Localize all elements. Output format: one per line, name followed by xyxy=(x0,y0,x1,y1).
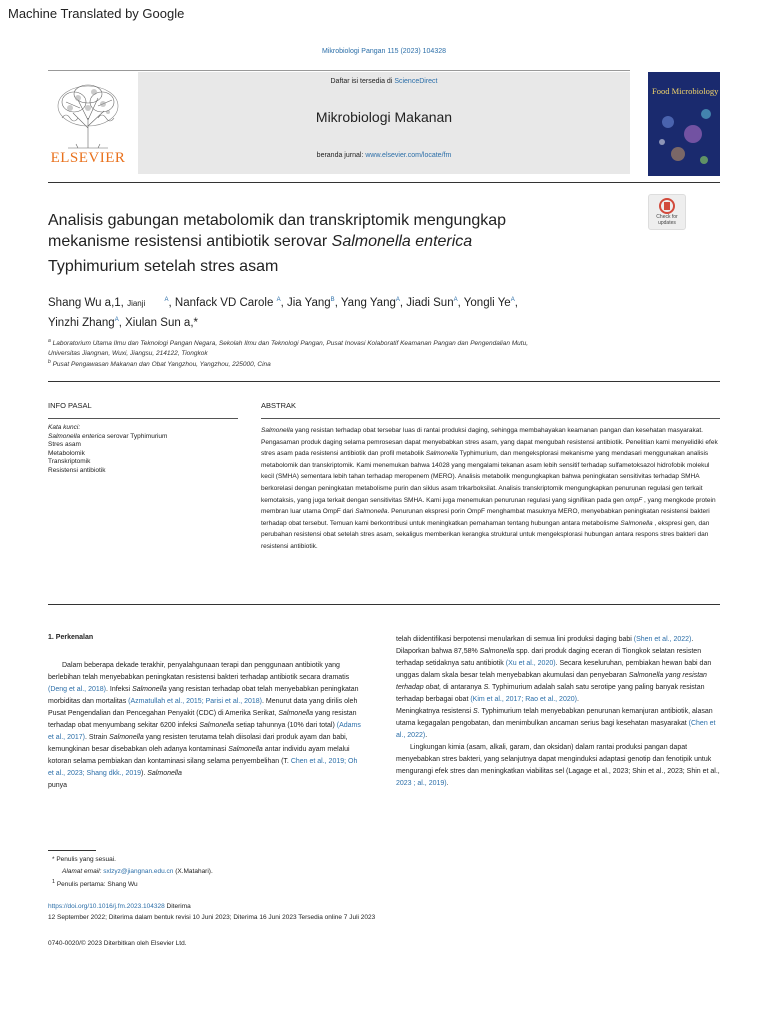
author-yinzhi-zhang[interactable]: Yinzhi Zhang xyxy=(48,316,115,329)
first-author-note xyxy=(52,877,452,891)
author-separator: , xyxy=(514,296,518,309)
keyword-1-rest: serovar Typhimurium xyxy=(105,432,168,440)
affiliation-a-mark: a xyxy=(48,338,51,344)
abstract-rule xyxy=(261,418,720,419)
check-updates-label: Check for updates xyxy=(656,214,678,226)
email-owner: (X.Matahari). xyxy=(173,867,213,875)
section-rule xyxy=(48,604,720,605)
title-line-2-text: mekanisme resistensi antibiotik serovar xyxy=(48,233,332,250)
abstract-seg: , ekspresi gen, dan perubahan resistensi obat setelah stres asam, sekaligus memberikan kerangka struktural untuk mengeksplorasi hubungan antara respons stres bakteri dan resistensi antibiotik. xyxy=(261,519,710,550)
citation-link[interactable]: (Shen et al., 2022) xyxy=(633,636,692,643)
sciencedirect-link[interactable]: ScienceDirect xyxy=(394,78,438,85)
affiliation-b xyxy=(48,358,688,370)
citation-link[interactable]: (Azmatullah et al., 2015; Parisi et al., 2018) xyxy=(128,698,263,705)
keyword-1-organism: Salmonella enterica xyxy=(48,432,106,440)
header-top-rule xyxy=(48,70,630,71)
citation-link[interactable]: Chen et al., 2019; Oh et al., 2023; Shang dkk., 2019 xyxy=(48,758,358,777)
received-label: Diterima xyxy=(164,903,191,910)
keyword-4: Transkriptomik xyxy=(48,458,91,466)
intro-right-column xyxy=(396,634,720,790)
abstract-seg: yang resistan terhadap obat tersebar luas di rantai produksi daging, sehingga membahayakan keamanan pangan dan kesehatan masyarakat. Pengasaman produk daging selama pemrosesan dapat menyebabkan stres asam, yang dapat mengubah resistensi antibiotik. Penelitian kami menyelidiki efek stres asam pada resistensi antibiotik dan profil metabolik xyxy=(261,427,718,458)
journal-cover-image xyxy=(648,72,720,176)
author-wu[interactable]: Shang Wu a,1, xyxy=(48,296,124,309)
author-carole[interactable]: , Nanfack VD Carole xyxy=(168,296,274,309)
organism-term: Salmonella xyxy=(479,648,515,655)
affiliation-a-continued: Universitas Jiangnan, Wuxi, Jiangsu, 214122, Tiongkok xyxy=(48,349,208,357)
title-line-1: Analisis gabungan metabolomik dan transkriptomik mengungkap xyxy=(48,212,507,229)
affiliation-mark[interactable]: A xyxy=(114,316,119,323)
text-seg: spp. dari produk daging eceran di Tiongkok selatan resisten terhadap setidaknya satu antibiotik xyxy=(396,648,702,667)
organism-term: S. xyxy=(483,684,491,691)
footnote-rule xyxy=(48,850,96,851)
affiliation-mark[interactable]: A xyxy=(453,297,458,303)
machine-translated-banner: Machine Translated by Google xyxy=(8,6,185,21)
article-dates: 12 September 2022; Diterima dalam bentuk revisi 10 Juni 2023; Diterima 16 Juni 2023 Tersedia online 7 Juli 2023 xyxy=(48,913,376,921)
available-prefix: Daftar isi tersedia di xyxy=(330,78,393,85)
journal-homepage xyxy=(138,152,630,159)
text-seg: setiap tahunnya (10% dari total) xyxy=(234,722,337,729)
elsevier-wordmark: ELSEVIER xyxy=(50,150,126,166)
homepage-prefix: beranda jurnal: xyxy=(316,152,364,159)
author-jia-yang[interactable]: , Jia Yang xyxy=(280,296,331,309)
affiliation-a xyxy=(48,337,688,349)
issn-copyright: 0740-0020/© 2023 Diterbitkan oleh Elsevier Ltd. xyxy=(48,940,187,947)
text-seg: yang resistan terhadap obat menyumbang sekitar 6200 infeksi xyxy=(48,710,357,729)
text-seg: . xyxy=(425,732,428,739)
affiliation-mark[interactable]: A xyxy=(164,297,169,303)
affiliation-mark[interactable]: B xyxy=(330,297,335,303)
text-seg: . xyxy=(576,696,579,703)
organism-term: Salmonella xyxy=(278,710,313,717)
keyword-3: Metabolomik xyxy=(48,449,85,457)
keywords-label: Kata kunci: xyxy=(48,424,81,431)
header-bottom-rule xyxy=(48,182,720,183)
abstract-heading: ABSTRAK xyxy=(261,401,297,410)
abstract-text xyxy=(261,425,720,553)
organism-term: Salmonella yang resistan terhadap obat, xyxy=(396,672,707,691)
citation-link[interactable]: (Adams et al., 2017) xyxy=(48,722,361,741)
article-info-heading: INFO PASAL xyxy=(48,401,92,410)
journal-name: Mikrobiologi Makanan xyxy=(315,109,453,125)
author-xiulan-sun[interactable]: , Xiulan Sun a,* xyxy=(118,316,198,329)
intro-left-column xyxy=(48,660,364,792)
organism-term: Salmonella xyxy=(132,686,167,693)
homepage-link[interactable]: www.elsevier.com/locate/fm xyxy=(365,152,452,159)
article-title xyxy=(48,210,628,252)
abstract-term: ompF xyxy=(625,496,643,504)
author-list xyxy=(48,292,688,332)
title-line-2 xyxy=(48,231,628,252)
title-organism: Salmonella enterica xyxy=(331,233,473,250)
first-author-mark: 1 xyxy=(52,879,56,885)
intro-paragraph xyxy=(396,634,720,706)
text-seg: Meningkatnya resistensi xyxy=(396,708,474,715)
affiliation-mark[interactable]: A xyxy=(395,297,400,303)
abstract-term: Salmonella xyxy=(425,450,458,458)
first-author-text: Penulis pertama: Shang Wu xyxy=(56,881,138,889)
check-updates-icon xyxy=(649,196,685,216)
text-seg: punya xyxy=(48,782,68,789)
citation-link[interactable]: (Chen et al., 2022) xyxy=(396,720,716,739)
text-seg: Lingkungan kimia (asam, alkali, garam, dan oksidan) dalam rantai produksi pangan dapat menyebabkan stres bakteri, yang selanjutnya dapat menginduksi adaptasi genotip dan fenotipik untuk mengurangi efek stres dan meningkatkan viabilitas sel (Lagage et al., 2023; Shin et al., 2023; Shin et al., xyxy=(396,744,720,775)
check-for-updates-badge[interactable] xyxy=(648,194,686,230)
keywords xyxy=(48,424,238,476)
title-line-3: Typhimurium setelah stres asam xyxy=(48,258,279,275)
keyword-5: Resistensi antibiotik xyxy=(48,466,106,474)
abstract-seg: Typhimurium, dan mengeksplorasi mekanisme yang mendasari menggunakan analisis metabolomik dan transkriptomik. Kami menemukan bahwa 14028 yang mengalami tekanan asam lebih sensitif terhadap sulfametoksazol hidrofobik molekul kecil (SMHA) sementara lebih tahan terhadap meropenem (MERO). Analisis metabolik mengungkapkan bahwa peningkatan sensitivitas terhadap SMHA berkorelasi dengan peningkatan metabolisme purin dan siklus asam trikarboksilat. Analisis transkriptomik mengungkapkan penurunan regulasi gen terkait kemotaksis, yang juga terkait dengan sensitivitas SMHA. Kami juga menemukan penurunan regulasi yang signifikan pada gen xyxy=(261,450,710,504)
text-seg: . Secara keseluruhan, pembiakan hewan babi dan unggas dalam skala besar telah menyebabkan akumulasi dan penyebaran xyxy=(396,660,712,679)
abstract-term: Salmonella xyxy=(355,508,388,516)
intro-paragraph xyxy=(396,742,720,790)
email-link[interactable]: sxlzyz@jiangnan.edu.cn xyxy=(103,867,174,875)
keyword-2: Stres asam xyxy=(48,441,81,449)
email-label: Alamat email: xyxy=(62,867,102,875)
organism-term: Salmonella xyxy=(228,746,263,753)
intro-paragraph xyxy=(396,706,720,742)
affiliation-mark[interactable]: A xyxy=(510,297,515,303)
contents-available xyxy=(138,78,630,85)
text-seg: Typhimurium telah menyebabkan penurunan kemanjuran antibiotik, alasan utama kegagalan pengobatan, dan menimbulkan ancaman serius bagi kesehatan masyarakat xyxy=(396,708,713,727)
abstract-seg: . Penurunan ekspresi porin OmpF menghambat masuknya MERO, menyebabkan peningkatan resistensi bakteri terhadap obat tersebut. Temuan kami berkontribusi untuk meningkatkan pemahaman tentang hubungan antara metabolisme xyxy=(261,508,710,527)
text-seg: telah diidentifikasi berpotensi menularkan di semua lini produksi daging babi xyxy=(396,636,634,643)
intro-paragraph xyxy=(48,660,364,792)
citation-link[interactable]: (Xu et al., 2020) xyxy=(505,660,556,667)
doi-line xyxy=(48,902,548,913)
text-seg: . Menurut data yang dirilis oleh Pusat Pengendalian dan Pencegahan Penyakit (CDC) di Amerika Serikat, xyxy=(48,698,358,717)
text-seg: di antaranya xyxy=(441,684,484,691)
text-seg: yang resistan terhadap obat telah menyebabkan peningkatan morbiditas dan mortalitas xyxy=(48,686,359,705)
affiliations xyxy=(48,337,688,370)
section-rule xyxy=(48,381,720,382)
author-yongli-ye[interactable]: , Yongli Ye xyxy=(457,296,511,309)
text-seg: . xyxy=(446,780,449,787)
affiliation-b-text: Pusat Pengawasan Makanan dan Obat Yangzhou, Yangzhou, 225000, Cina xyxy=(52,361,271,369)
organism-term: Salmonella xyxy=(199,722,235,729)
abstract-term: Salmonella xyxy=(261,427,294,434)
citation-link[interactable]: 2023 ; al., 2019) xyxy=(396,780,447,787)
text-seg: . Dilaporkan bahwa 87,58% xyxy=(396,636,694,655)
author-jianji[interactable]: Jianji xyxy=(127,298,146,308)
doi-block xyxy=(48,902,548,923)
journal-reference[interactable]: Mikrobiologi Pangan 115 (2023) 104328 xyxy=(321,48,446,55)
section-heading: 1. Perkenalan xyxy=(48,634,94,641)
affiliation-mark[interactable]: A xyxy=(276,297,281,303)
text-seg: Dalam beberapa dekade terakhir, penyalahgunaan terapi dan penggunaan antibiotik yang berlebihan telah menyebabkan peningkatan resistensi bakteri terhadap antibiotik secara dramatis xyxy=(48,662,350,681)
organism-term: Salmonella xyxy=(109,734,144,741)
text-seg: Typhimurium adalah salah satu serotipe yang paling banyak resistan terhadap berbagai obat xyxy=(396,684,705,703)
affiliation-b-mark: b xyxy=(48,359,51,366)
text-seg: antar individu ayam melalui kotoran selama pembiakan dan kontaminasi silang selama penyembelihan (T. xyxy=(48,746,350,765)
citation-link[interactable]: (Deng et al., 2018) xyxy=(48,686,106,693)
email-note xyxy=(52,866,452,878)
info-rule xyxy=(48,418,238,419)
corresponding-author-note: * Penulis yang sesuai. xyxy=(52,856,116,863)
footnotes xyxy=(52,854,452,891)
cover-microbe-art xyxy=(648,72,720,176)
cover-title: Food Microbiology xyxy=(652,86,719,96)
organism-term: S. xyxy=(473,708,480,715)
text-seg: . Strain xyxy=(84,734,110,741)
author-jiadi-sun[interactable]: , Jiadi Sun xyxy=(399,296,454,309)
citation-link[interactable]: (Kim et al., 2017; Rao et al., 2020) xyxy=(470,696,577,703)
organism-term: Salmonella xyxy=(147,770,182,777)
abstract-term: Salmonella xyxy=(620,519,653,527)
text-seg: ). xyxy=(141,770,148,777)
author-yang-yang[interactable]: , Yang Yang xyxy=(334,296,396,309)
keyword-1 xyxy=(48,433,238,442)
affiliation-a-text: Laboratorium Utama Ilmu dan Teknologi Pangan Negara, Sekolah Ilmu dan Teknologi Pangan, Pusat Inovasi Kolaboratif Keamanan Pangan dan Pengendalian Mutu, xyxy=(52,340,529,348)
text-seg: yang resisten terutama telah diisolasi dari produk ayam dan babi, kemungkinan besar disebabkan oleh adanya kontaminasi xyxy=(48,734,348,753)
abstract-seg: , yang mengkode protein membran luar utama OmpF dari xyxy=(261,496,716,516)
text-seg: . Infeksi xyxy=(105,686,133,693)
doi-link[interactable]: https://doi.org/10.1016/j.fm.2023.104328 xyxy=(48,903,165,910)
